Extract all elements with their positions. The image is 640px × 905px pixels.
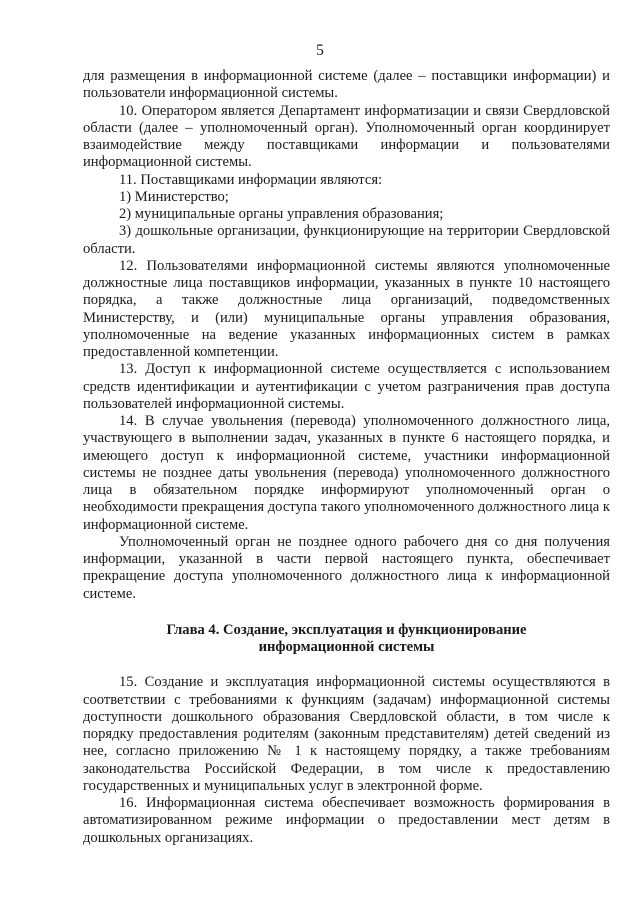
paragraph-item-12: 12. Пользователями информационной системы являются уполномоченные должностные лица поставщиков информации, указанных в пункте 10 настоящего порядка, а также должностные лица организаций, подведомственных Министерству, и (или) муниципальные органы управления образования, уполномоченные на ведение указанных информационных систем в рамках предоставленной компетенции.: [83, 257, 610, 360]
paragraph-item-13: 13. Доступ к информационной системе осуществляется с использованием средств идентификации и аутентификации с учетом разграничения прав доступа пользователей информационной системы.: [83, 361, 610, 412]
list-item-suppliers-2: 2) муниципальные органы управления образования;: [119, 206, 444, 222]
chapter-heading-line-1: Глава 4. Создание, эксплуатация и функционирование: [166, 621, 527, 638]
chapter-heading: [83, 622, 610, 657]
paragraph-continuation: для размещения в информационной системе (далее – поставщики информации) и пользователи информационной системы.: [83, 68, 610, 102]
paragraph-item-14: 14. В случае увольнения (перевода) уполномоченного должностного лица, участвующего в выполнении задач, указанных в пункте 6 настоящего порядка, и имеющего доступ к информационной системе, участники информационной системы не позднее даты увольнения (перевода) уполномоченного должностного лица в обязательном порядке информируют уполномоченный орган о необходимости прекращения доступа такого уполномоченного должностного лица к информационной системе.: [83, 413, 610, 533]
paragraph-item-16: 16. Информационная система обеспечивает возможность формирования в автоматизированном режиме информации о предоставлении мест детям в дошкольных организациях.: [83, 795, 610, 846]
paragraph-item-14-part-2: Уполномоченный орган не позднее одного рабочего дня со дня получения информации, указанной в части первой настоящего пункта, обеспечивает прекращение доступа уполномоченного должностного лица к информационной системе.: [83, 533, 610, 602]
document-body: [83, 68, 610, 847]
list-item-suppliers-1: 1) Министерство;: [119, 188, 229, 205]
page-number: 5: [316, 42, 324, 59]
paragraph-item-10: 10. Оператором является Департамент информатизации и связи Свердловской области (далее – уполномоченный орган). Уполномоченный орган координирует взаимодействие между поставщиками информации и пользователями информационной системы.: [83, 102, 610, 171]
list-item-suppliers-3: 3) дошкольные организации, функционирующие на территории Свердловской области.: [83, 223, 610, 257]
paragraph-item-11: 11. Поставщиками информации являются:: [119, 171, 383, 188]
paragraph-item-15: 15. Создание и эксплуатация информационной системы осуществляются в соответствии с требованиями к функциям (задачам) информационной системы доступности дошкольного образования Свердловской области, в том числе к порядку предоставления родителям (законным представителям) детей сведений из нее, согласно приложению № 1 к настоящему порядку, а также требованиям законодательства Российской Федерации, в том числе к предоставлению государственных и муниципальных услуг в электронной форме.: [83, 674, 610, 794]
chapter-heading-line-2: информационной системы: [258, 639, 435, 655]
